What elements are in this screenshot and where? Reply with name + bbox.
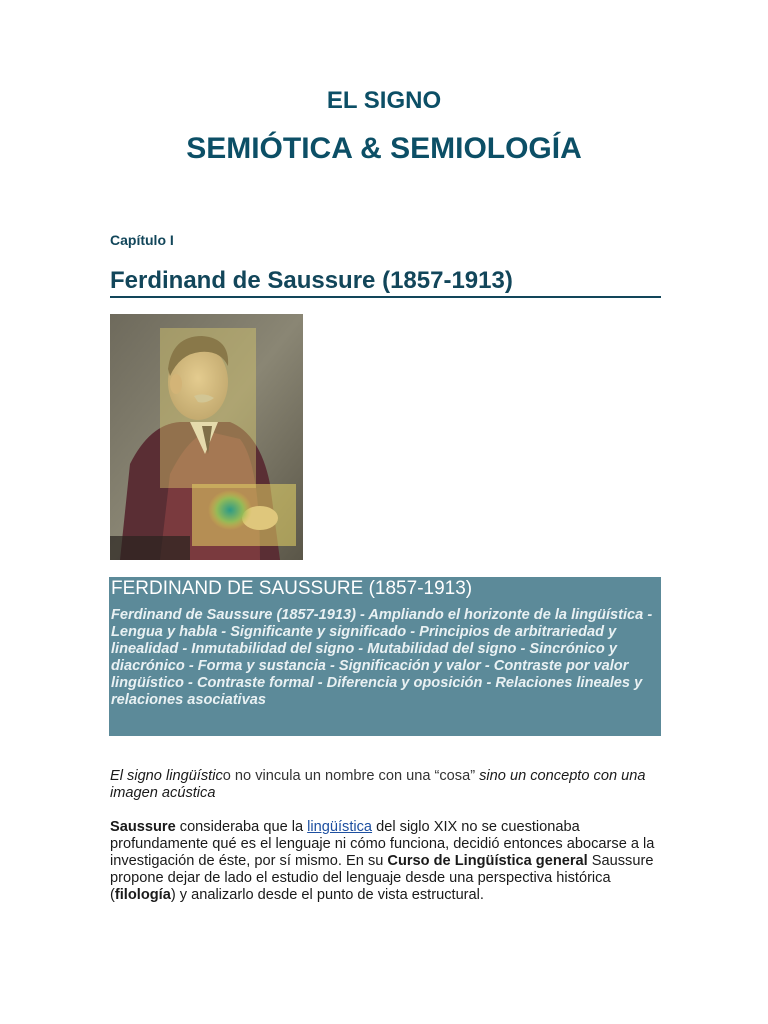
document-title: EL SIGNO: [326, 87, 442, 114]
summary-box-text: Ferdinand de Saussure (1857-1913) - Ampliando el horizonte de la lingüística - Lengua y habla - Significante y significado - Principios de arbitrariedad y linealidad - Inmutabilidad del signo - Mutabilidad del signo - Sincrónico y diacrónico - Forma y sustancia - Significación y valor - Contraste por valor lingüístico - Contraste formal - Diferencia y oposición - Relaciones lineales y relaciones asociativas: [111, 607, 653, 708]
quote-part-3: sino un concepto con una imagen acústica: [110, 768, 646, 801]
summary-box: [109, 577, 661, 736]
bold-saussure: Saussure: [110, 819, 176, 835]
chapter-label: Capítulo I: [110, 232, 174, 248]
bold-course-title: Curso de Lingüística general: [387, 853, 588, 869]
document-subtitle: SEMIÓTICA & SEMIOLOGÍA: [186, 132, 582, 165]
quote-part-1: El signo lingüístic: [110, 768, 223, 784]
section-heading: Ferdinand de Saussure (1857-1913): [110, 266, 661, 298]
paragraph-segment-4: ) y analizarlo desde el punto de vista estructural.: [170, 887, 484, 903]
saussure-portrait-image: [110, 314, 303, 560]
summary-box-title: FERDINAND DE SAUSSURE (1857-1913): [111, 578, 473, 599]
paragraph-segment-1: consideraba que la: [175, 819, 308, 835]
paragraph-segment-3: Saussure propone dejar de lado el estudio del lenguaje desde una perspectiva histórica (: [110, 853, 654, 903]
paragraph-segment-2: del siglo XIX no se cuestionaba profundamente qué es el lenguaje ni cómo funciona, decidió entonces abocarse a la investigación de éste, por sí mismo. En su: [110, 819, 655, 869]
linguistica-link[interactable]: lingüística: [307, 819, 373, 835]
quote-text: [110, 768, 670, 802]
body-paragraph: [110, 819, 670, 904]
bold-filologia: filología: [114, 887, 171, 903]
quote-part-2: o no vincula un nombre con una “cosa”: [222, 768, 476, 784]
